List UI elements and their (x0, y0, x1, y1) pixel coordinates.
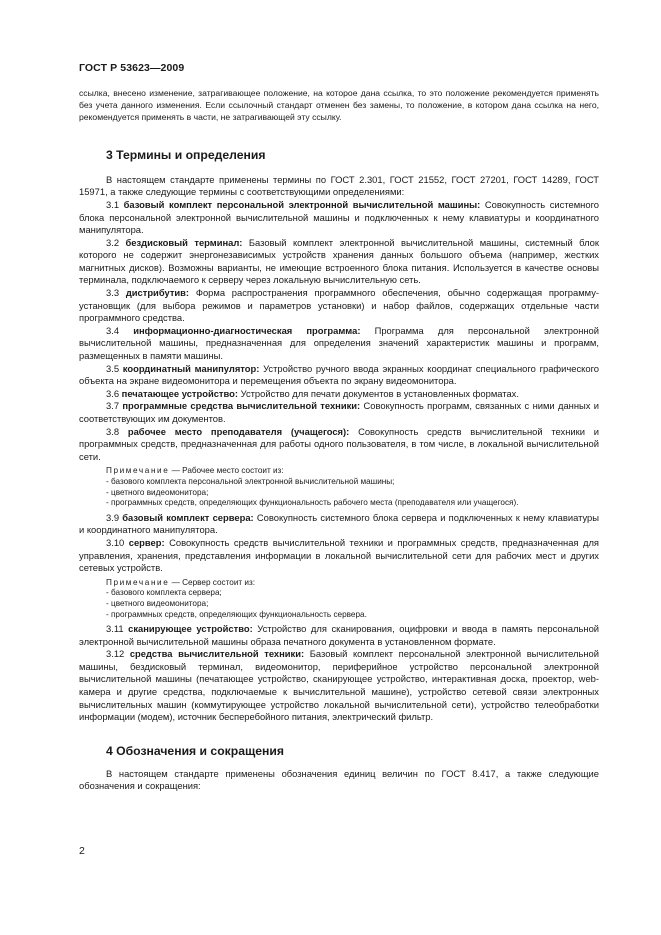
term-name: базовый комплект сервера: (122, 511, 254, 523)
note-item: - цветного видеомонитора; (106, 487, 209, 497)
term-text: Совокупность системного блока персональной электронной вычислительной машины и подключенных к нему клавиатуры и координатного манипулятора. (79, 198, 600, 236)
document-header: ГОСТ Р 53623—2009 (79, 62, 185, 74)
term-definition (79, 623, 599, 648)
note-item: - программных средств, определяющих функциональность сервера. (106, 609, 367, 619)
note-item: - базового комплекта персональной электронной вычислительной машины; (106, 476, 395, 486)
term-text: Устройство ручного ввода экранных координат специального графического объекта на экране видеомонитора и перемещения объекта по экрану видеомонитора. (79, 362, 599, 387)
term-name: программные средства вычислительной техники: (122, 400, 361, 412)
section-3-body (79, 174, 599, 464)
term-text: Совокупность программ, связанных с ними данных и соответствующих им документов. (79, 400, 600, 424)
term-definition (79, 325, 599, 363)
term-definition (79, 363, 599, 388)
term-number: 3.4 (106, 324, 120, 336)
term-text: Программа для персональной электронной вычислительной машины, предназначенная для определения значений характеристик машины и программ, размещенных в памяти машины. (79, 324, 600, 362)
section-3-intro: В настоящем стандарте применены термины по ГОСТ 2.301, ГОСТ 21552, ГОСТ 27201, ГОСТ 14289, ГОСТ 15971, а также следующие термины с соответствующими определениями: (79, 173, 599, 198)
term-text: Базовый комплект электронной вычислительной машины, системный блок которого не содержит энергонезависимых устройств хранения данных большого объема (например, жестких магнитных дисков). Возможны варианты, не имеющие встроенного блока питания. Используется в качестве основы терминала, подключаемого к серверу через локальную вычислительную сеть. (79, 236, 600, 286)
section-4-body (79, 768, 599, 793)
term-text: Устройство для сканирования, оцифровки и ввода в память персональной электронной вычислительной машины образа печатного документа в установленном формате. (79, 623, 600, 647)
section-4-intro: В настоящем стандарте применены обозначения единиц величин по ГОСТ 8.417, а также следующие обозначения и сокращения: (79, 767, 599, 792)
term-name: сервер: (128, 536, 165, 548)
term-definition (79, 287, 599, 325)
term-definition (79, 400, 599, 425)
term-definition (79, 512, 599, 537)
intro-text: ссылка, внесено изменение, затрагивающее положение, на которое дана ссылка, то это положение рекомендуется применять без учета данного изменения. Если ссылочный стандарт отменен без замены, то положение, в котором дана ссылка на него, рекомендуется применять в части, не затрагивающей эту ссылку. (79, 88, 599, 122)
term-number: 3.2 (106, 236, 120, 248)
term-definition (79, 426, 599, 464)
note-workplace (79, 466, 599, 508)
term-number: 3.7 (106, 400, 120, 412)
term-definition (79, 388, 599, 401)
term-name: печатающее устройство: (121, 387, 239, 399)
term-definition (79, 237, 599, 287)
term-name: бездисковый терминал: (125, 236, 243, 248)
note-server (79, 578, 599, 620)
intro-paragraph (79, 88, 599, 124)
section-3-body-2 (79, 512, 599, 575)
term-definition (79, 199, 599, 237)
term-text: Совокупность системного блока сервера и подключенных к нему клавиатуры и координатного манипулятора. (79, 511, 600, 536)
term-number: 3.1 (106, 198, 120, 210)
section-4-title: 4 Обозначения и сокращения (106, 743, 285, 758)
term-name: информационно-диагностическая программа: (133, 324, 361, 336)
term-number: 3.3 (106, 287, 120, 299)
term-name: средства вычислительной техники: (129, 648, 305, 660)
term-number: 3.11 (106, 623, 124, 635)
section-3-body-3 (79, 623, 599, 724)
term-definition (79, 537, 599, 575)
page-number: 2 (79, 845, 85, 857)
note-lead: — Сервер состоит из: (169, 577, 256, 587)
term-number: 3.12 (106, 648, 125, 660)
page-content (79, 88, 599, 793)
term-number: 3.6 (106, 387, 120, 399)
term-number: 3.9 (106, 511, 120, 523)
term-number: 3.10 (106, 536, 125, 548)
note-label: Примечание (106, 466, 170, 476)
section-3-title: 3 Термины и определения (106, 147, 266, 162)
term-text: Форма распространения программного обеспечения, обычно содержащая программу-установщик (для выбора режимов и параметров установки) и набор файлов, содержащих отдельные части программного средства. (79, 287, 600, 324)
term-name: рабочее место преподавателя (учащегося): (127, 425, 350, 437)
term-name: базовый комплект персональной электронной вычислительной машины: (123, 198, 481, 210)
term-name: дистрибутив: (125, 287, 190, 299)
note-lead: — Рабочее место состоит из: (169, 466, 284, 476)
note-item: - базового комплекта сервера; (106, 588, 222, 598)
note-item: - цветного видеомонитора; (106, 598, 209, 608)
term-name: сканирующее устройство: (128, 623, 253, 635)
term-name: координатный манипулятор: (122, 362, 260, 374)
term-text: Базовый комплект персональной электронной вычислительной машины, бездисковый терминал, видеомонитор, периферийное устройство персональной электронной вычислительной машины (печатающее устройство, сканирующее устройство, интерактивная доска, проектор, web-камера и другие средства, подключаемые к вычислительной машине), устройство сетевой связи электронных вычислительных машин (коммутирующее устройство локальной вычислительной сети), устройство телеобработки информации (модем), источник бесперебойного питания, электрический фильтр. (79, 648, 600, 723)
term-definition (79, 648, 599, 724)
term-text: Совокупность средств вычислительной техники и программных средств, предназначенная для управления, хранения, представления информации в локальной вычислительной сети для рабочих мест и других сетевых устройств. (79, 536, 599, 574)
term-number: 3.8 (106, 425, 120, 437)
note-label: Примечание (106, 577, 170, 587)
term-text: Совокупность средств вычислительной техники и программных средств, предназначенная для работы одного пользователя, в том числе, в локальной вычислительной сети. (79, 425, 600, 462)
note-item: - программных средств, определяющих функциональность рабочего места (преподавателя или учащегося). (106, 498, 519, 508)
term-number: 3.5 (106, 362, 120, 374)
term-text: Устройство для печати документов в установленных форматах. (240, 387, 519, 399)
